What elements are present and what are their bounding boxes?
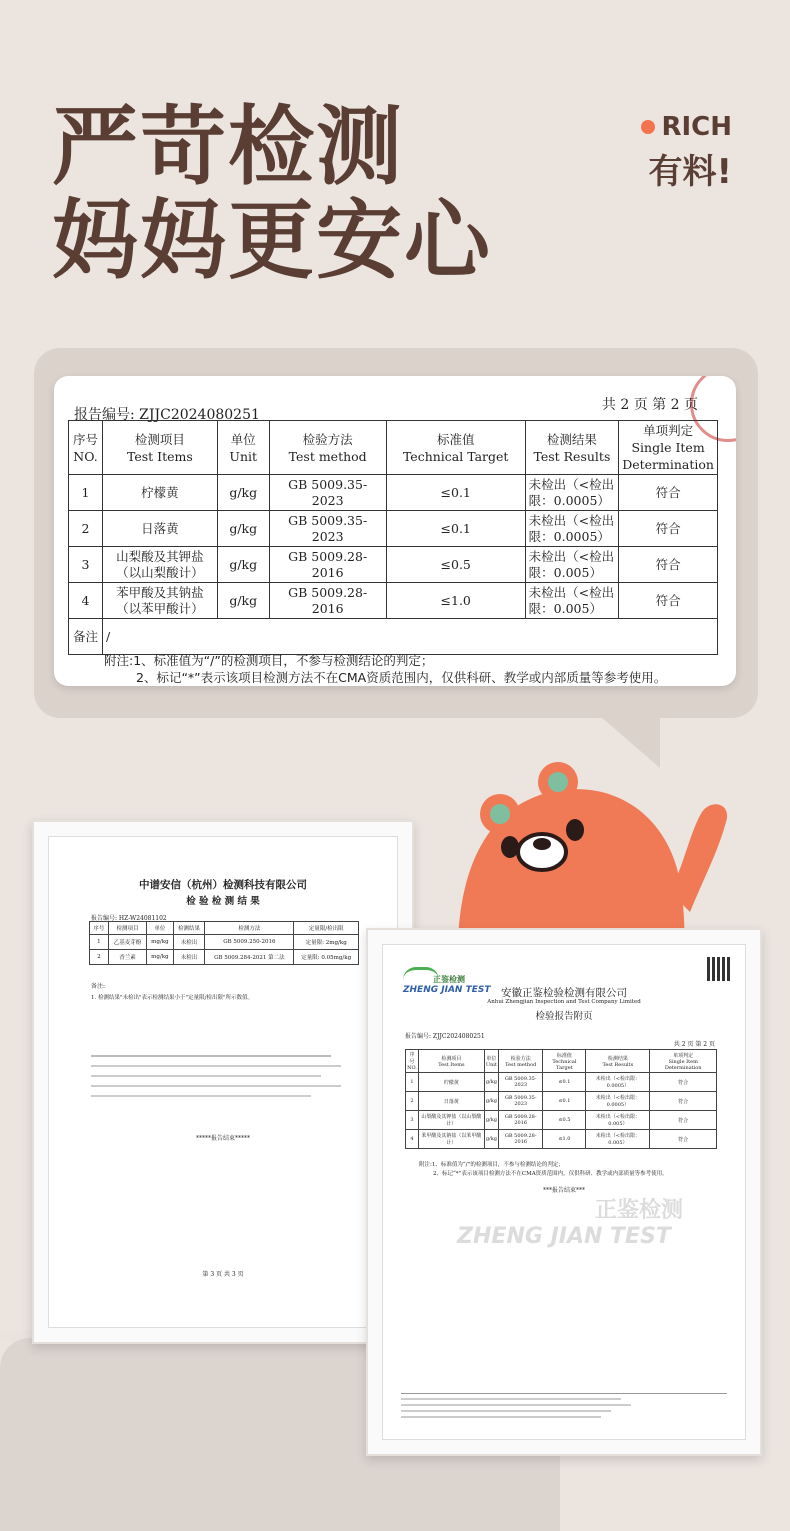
header-en: Test Results: [533, 448, 611, 464]
right-cell-target: ≤0.1: [543, 1092, 586, 1111]
cell-no: 4: [69, 583, 103, 619]
right-cell-judge: 符合: [650, 1130, 717, 1149]
bear-nose: [533, 838, 551, 850]
right-cell-target: ≤1.0: [543, 1130, 586, 1149]
qr-code-icon: [707, 957, 731, 981]
right-header-en: Test method: [505, 1061, 537, 1068]
left-cell: 1: [90, 935, 109, 950]
table-header-cell: [269, 421, 386, 475]
left-cell: 未检出: [173, 950, 205, 965]
right-cell-target: ≤0.1: [543, 1073, 586, 1092]
right-cell-result: 未检出（<检出限：0.0005）: [586, 1092, 650, 1111]
left-table-header: [90, 922, 359, 935]
left-header-cell: 检测结果: [173, 922, 205, 935]
table-header-cell: [386, 421, 525, 475]
right-header-cn: 标准值: [556, 1052, 572, 1059]
header-en: Test Items: [126, 448, 193, 464]
left-cell: 定量限: 2mg/kg: [294, 935, 359, 950]
table-header-cell: [619, 421, 718, 475]
right-cell-method: GB 5009.35-2023: [498, 1092, 543, 1111]
right-cell-unit: g/kg: [484, 1111, 498, 1130]
right-header-cn: 单位: [486, 1055, 497, 1062]
report-frame-left: [32, 820, 414, 1344]
right-table: [405, 1049, 717, 1149]
hero-line-1: 严苛检测: [52, 97, 404, 197]
cell-result: 未检出（<检出限：0.005）: [525, 547, 619, 583]
rich-label: RICH: [661, 112, 732, 142]
cell-unit: g/kg: [217, 547, 269, 583]
left-cell: GB 5009.250-2016: [205, 935, 294, 950]
right-cell-target: ≤0.5: [543, 1111, 586, 1130]
left-header-cell: 单位: [147, 922, 173, 935]
left-page-number: 第 3 页 共 3 页: [202, 1271, 244, 1278]
header-en: Unit: [229, 448, 258, 464]
header-en: Technical Target: [402, 448, 509, 464]
right-cell-result: 未检出（<检出限：0.0005）: [586, 1073, 650, 1092]
left-company: 中谱安信（杭州）检测科技有限公司: [139, 879, 307, 891]
header-cn: 单项判定: [643, 423, 694, 438]
remark-value: /: [102, 619, 717, 655]
rich-badge: [641, 112, 732, 193]
note-1: 附注:1、标准值为“/”的检测项目，不参与检测结论的判定；: [104, 653, 434, 668]
header-cn: 单位: [230, 431, 256, 447]
cell-result: 未检出（<检出限：0.0005）: [525, 511, 619, 547]
right-header-cell: [498, 1050, 543, 1073]
cell-result: 未检出（<检出限：0.0005）: [525, 475, 619, 511]
right-table-header: [406, 1050, 717, 1073]
right-table-row: [406, 1130, 717, 1149]
right-header-en: Unit: [485, 1061, 497, 1068]
cell-item: 苯甲酸及其钠盐（以苯甲酸计）: [102, 583, 217, 619]
right-end-marker: ***报告结束***: [542, 1187, 585, 1194]
left-report-no: 报告编号: HZ-W24081102: [91, 915, 167, 922]
report-notes: [104, 652, 666, 686]
table-row: [69, 475, 718, 511]
right-cell-item: 山梨酸及其钾盐（以山梨酸计）: [418, 1111, 484, 1130]
table-header-cell: [69, 421, 103, 475]
header-cn: 标准值: [436, 431, 475, 447]
cell-target: ≤1.0: [386, 583, 525, 619]
cell-no: 3: [69, 547, 103, 583]
right-company-en: Anhui Zhengjian Inspection and Test Company Limited: [487, 999, 641, 1005]
table-header-row: [69, 421, 718, 475]
watermark-en: ZHENG JIAN TEST: [457, 1224, 671, 1249]
report-paper-right: [382, 944, 746, 1440]
header-en: Test method: [288, 448, 367, 464]
table-row: [69, 583, 718, 619]
report-frame-right: [366, 928, 762, 1456]
left-cell: mg/kg: [147, 950, 173, 965]
cell-no: 1: [69, 475, 103, 511]
right-header-en: NO.: [407, 1065, 417, 1071]
right-cell-item: 柠檬黄: [418, 1073, 484, 1092]
cell-judge: 符合: [619, 511, 718, 547]
table-header-cell: [525, 421, 619, 475]
right-cell-result: 未检出（<检出限：0.005）: [586, 1111, 650, 1130]
right-header-cn: 序号: [409, 1052, 415, 1065]
right-report-no: 报告编号: ZJJC2024080251: [405, 1033, 485, 1040]
right-cell-method: GB 5009.28-2016: [498, 1130, 543, 1149]
right-note-1: 附注:1、标准值为“/”的检测项目，不参与检测结论的判定；: [419, 1162, 564, 1168]
header-en: NO.: [73, 448, 98, 464]
rich-cn-label: 有料!: [648, 152, 732, 192]
left-table-row: [90, 950, 359, 965]
table-header-cell: [102, 421, 217, 475]
right-company: 安徽正鉴检验检测有限公司: [501, 987, 627, 999]
right-notes: [419, 1161, 668, 1179]
report-zoom-card: [54, 376, 736, 686]
right-cell-unit: g/kg: [484, 1130, 498, 1149]
table-row: [69, 547, 718, 583]
right-cell-unit: g/kg: [484, 1092, 498, 1111]
right-note-2: 2、标记“*”表示该项目检测方法不在CMA资质范围内，仅供科研、教学或内部质量等参考使用。: [433, 1171, 668, 1177]
header-cn: 序号: [72, 431, 98, 447]
hero-line-2: 妈妈更安心: [52, 191, 492, 291]
cell-method: GB 5009.35-2023: [269, 475, 386, 511]
cell-method: GB 5009.28-2016: [269, 547, 386, 583]
remark-label: 备注: [69, 619, 103, 655]
dot-icon: [641, 120, 655, 134]
left-cell: mg/kg: [147, 935, 173, 950]
right-footer-fine-print: [401, 1393, 727, 1422]
right-pages: 共 2 页 第 2 页: [673, 1041, 715, 1048]
right-cell-result: 未检出（<检出限：0.005）: [586, 1130, 650, 1149]
report-number: 报告编号: ZJJC2024080251: [74, 407, 260, 423]
right-watermark: [383, 1193, 745, 1249]
right-header-cn: 单项判定: [673, 1052, 694, 1059]
right-header-cn: 检测项目: [441, 1055, 462, 1062]
page-indicator: 共 2 页 第 2 页: [601, 397, 698, 413]
right-header-cell: [406, 1050, 419, 1073]
watermark-cn: 正鉴检测: [594, 1198, 683, 1223]
result-table: [68, 420, 718, 655]
left-cell: 乙基麦芽酚: [108, 935, 146, 950]
report-paper-left: [48, 836, 398, 1328]
right-cell-no: 1: [406, 1073, 419, 1092]
right-header-en: Single Item Determination: [664, 1058, 702, 1071]
right-header-cell: [650, 1050, 717, 1073]
left-end-marker: *****报告结束*****: [195, 1135, 250, 1142]
left-cell: 香兰素: [108, 950, 146, 965]
cell-unit: g/kg: [217, 475, 269, 511]
right-cell-method: GB 5009.35-2023: [498, 1073, 543, 1092]
right-header-cell: [484, 1050, 498, 1073]
right-cell-no: 2: [406, 1092, 419, 1111]
cell-judge: 符合: [619, 475, 718, 511]
right-cell-item: 日落黄: [418, 1092, 484, 1111]
table-header-cell: [217, 421, 269, 475]
left-header-cell: 定量限/检出限: [294, 922, 359, 935]
cell-item: 山梨酸及其钾盐（以山梨酸计）: [102, 547, 217, 583]
left-table-row: [90, 935, 359, 950]
logo-en: ZHENG JIAN TEST: [403, 985, 491, 995]
cell-item: 日落黄: [102, 511, 217, 547]
right-header-en: Technical Target: [552, 1058, 577, 1071]
cell-judge: 符合: [619, 583, 718, 619]
right-cell-judge: 符合: [650, 1092, 717, 1111]
right-header-cn: 检验方法: [510, 1055, 531, 1062]
right-table-row: [406, 1092, 717, 1111]
remark-row: [69, 619, 718, 655]
left-table: [89, 921, 359, 965]
left-fine-print: [91, 1047, 351, 1105]
cell-unit: g/kg: [217, 583, 269, 619]
right-cell-item: 苯甲酸及其钠盐（以苯甲酸计）: [418, 1130, 484, 1149]
left-remark: 备注:: [91, 983, 106, 990]
left-remark-text: 1. 检测结果"未检出"表示检测结果小于"定量限/检出限"所示数值。: [91, 995, 253, 1001]
right-cell-judge: 符合: [650, 1111, 717, 1130]
table-row: [69, 511, 718, 547]
logo-cn: 正鉴检测: [433, 975, 465, 984]
cell-target: ≤0.5: [386, 547, 525, 583]
cell-method: GB 5009.28-2016: [269, 583, 386, 619]
right-header-en: Test Results: [602, 1061, 634, 1068]
right-header-cn: 检测结果: [607, 1055, 628, 1062]
cell-target: ≤0.1: [386, 475, 525, 511]
cell-method: GB 5009.35-2023: [269, 511, 386, 547]
note-2: 2、标记“*”表示该项目检测方法不在CMA资质范围内，仅供科研、教学或内部质量等参考使用。: [136, 670, 667, 685]
cell-no: 2: [69, 511, 103, 547]
left-header-cell: 序号: [90, 922, 109, 935]
cell-item: 柠檬黄: [102, 475, 217, 511]
left-cell: 未检出: [173, 935, 205, 950]
cell-target: ≤0.1: [386, 511, 525, 547]
cell-result: 未检出（<检出限：0.005）: [525, 583, 619, 619]
right-table-row: [406, 1073, 717, 1092]
left-cell: 定量限: 0.05mg/kg: [294, 950, 359, 965]
right-cell-unit: g/kg: [484, 1073, 498, 1092]
left-cell: GB 5009.284-2021 第二法: [205, 950, 294, 965]
bear-eye-right: [566, 819, 584, 841]
right-title: 检验报告附页: [535, 1011, 593, 1022]
left-header-cell: 检测项目: [108, 922, 146, 935]
right-header-cell: [418, 1050, 484, 1073]
right-table-row: [406, 1111, 717, 1130]
right-header-cell: [543, 1050, 586, 1073]
right-cell-method: GB 5009.28-2016: [498, 1111, 543, 1130]
left-header-cell: 检测方法: [205, 922, 294, 935]
header-en: Single Item Determination: [622, 440, 714, 472]
right-cell-judge: 符合: [650, 1073, 717, 1092]
right-cell-no: 3: [406, 1111, 419, 1130]
bear-arm: [670, 804, 727, 912]
cell-judge: 符合: [619, 547, 718, 583]
left-cell: 2: [90, 950, 109, 965]
header-cn: 检验方法: [302, 431, 353, 447]
cell-unit: g/kg: [217, 511, 269, 547]
right-cell-no: 4: [406, 1130, 419, 1149]
header-cn: 检测结果: [546, 431, 597, 447]
hero-title: [52, 97, 492, 291]
left-title: 检 验 检 测 结 果: [186, 896, 260, 907]
header-cn: 检测项目: [134, 431, 185, 447]
right-header-cell: [586, 1050, 650, 1073]
right-header-en: Test Items: [438, 1061, 465, 1068]
